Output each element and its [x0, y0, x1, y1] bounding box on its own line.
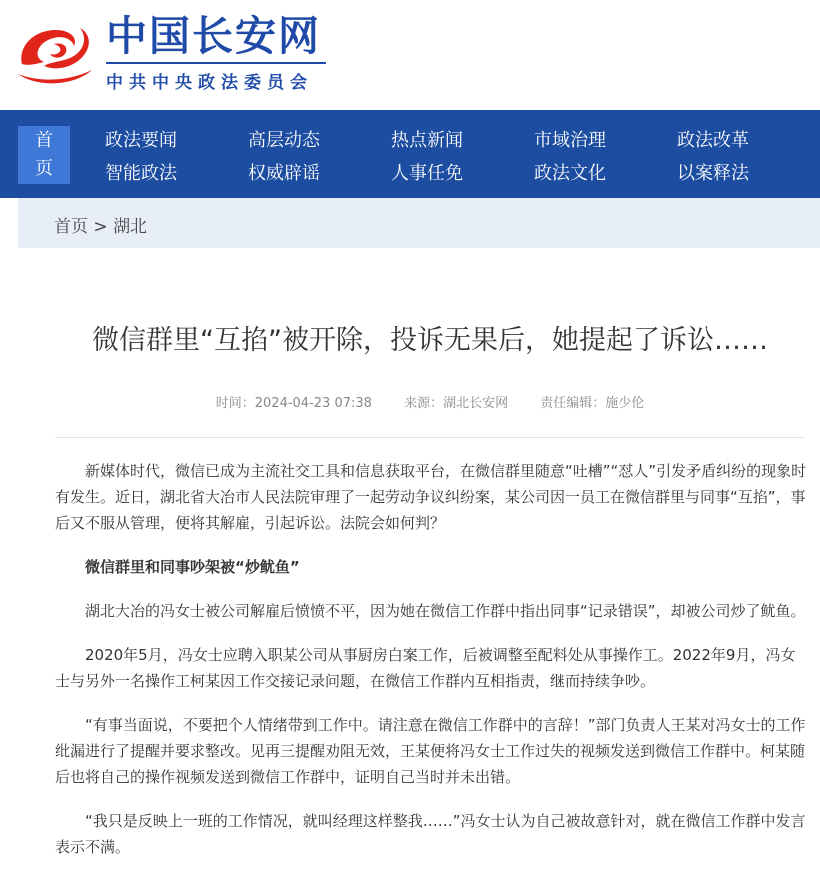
nav-item-shiyu-zhili[interactable]: 市域治理 [534, 130, 606, 151]
nav-item-gaoceng-dongtai[interactable]: 高层动态 [248, 130, 320, 151]
nav-item-quanwei-piyao[interactable]: 权威辟谣 [248, 163, 320, 184]
nav-home[interactable] [18, 126, 70, 184]
breadcrumb-home-link[interactable]: 首页 [54, 217, 88, 237]
nav-home-char-2: 页 [35, 158, 53, 179]
nav-item-zhineng-zhengfa[interactable]: 智能政法 [105, 163, 177, 184]
nav-item-zhengfa-wenhua[interactable]: 政法文化 [534, 163, 606, 184]
site-header [0, 0, 820, 110]
meta-divider [55, 437, 805, 438]
article-meta [0, 392, 820, 411]
breadcrumb-separator: > [93, 217, 108, 237]
article-source: 来源：湖北长安网 [404, 396, 509, 411]
article-paragraph: “有事当面说，不要把个人情绪带到工作中。请注意在微信工作群中的言辞！”部门负责人王某对冯女士的工作纰漏进行了提醒并要求整改。见再三提醒劝阻无效，王某便将冯女士工作过失的视频发送到微信工作群中。柯某随后也将自己的操作视频发送到微信工作群中，证明自己当时并未出错。 [55, 716, 806, 786]
nav-items [105, 126, 820, 188]
main-nav [0, 110, 820, 198]
article-paragraph: 新媒体时代，微信已成为主流社交工具和信息获取平台，在微信群里随意“吐槽”“怼人”引发矛盾纠纷的现象时有发生。近日，湖北省大冶市人民法院审理了一起劳动争议纠纷案，某公司因一员工在微信群里与同事“互掐”，事后又不服从管理，便将其解雇，引起诉讼。法院会如何判？ [55, 462, 807, 532]
article-body [55, 458, 807, 878]
article-time: 时间：2024-04-23 07:38 [215, 396, 372, 411]
breadcrumb [54, 212, 147, 237]
site-logo[interactable] [14, 12, 326, 93]
article-subheading: 微信群里和同事吵架被“炒鱿鱼” [85, 558, 300, 576]
nav-item-yian-shifa[interactable]: 以案释法 [677, 163, 749, 184]
nav-item-renshi-renmian[interactable]: 人事任免 [391, 163, 463, 184]
site-subtitle: 中共中央政法委员会 [106, 62, 326, 93]
red-flame-swirl-logo-icon [14, 16, 104, 90]
breadcrumb-bar [18, 198, 820, 248]
article-editor: 责任编辑：施少伦 [540, 396, 645, 411]
article-paragraph: 2020年5月，冯女士应聘入职某公司从事厨房白案工作，后被调整至配料处从事操作工。2022年9月，冯女士与另外一名操作工柯某因工作交接记录问题，在微信工作群内互相指责，继而持续争吵。 [55, 646, 796, 690]
nav-item-redian-xinwen[interactable]: 热点新闻 [391, 130, 463, 151]
nav-item-zhengfa-yaowen[interactable]: 政法要闻 [105, 130, 177, 151]
site-name: 中国长安网 [106, 12, 321, 60]
nav-home-char-1: 首 [35, 130, 53, 151]
article-title: 微信群里“互掐”被开除，投诉无果后，她提起了诉讼…… [92, 325, 768, 356]
article-paragraph: “我只是反映上一班的工作情况，就叫经理这样整我……”冯女士认为自己被故意针对，就在微信工作群中发言表示不满。 [55, 812, 806, 856]
nav-item-zhengfa-gaige[interactable]: 政法改革 [677, 130, 749, 151]
breadcrumb-current[interactable]: 湖北 [113, 217, 148, 237]
article-paragraph: 湖北大冶的冯女士被公司解雇后愤愤不平，因为她在微信工作群中指出同事“记录错误”，却被公司炒了鱿鱼。 [85, 602, 806, 620]
